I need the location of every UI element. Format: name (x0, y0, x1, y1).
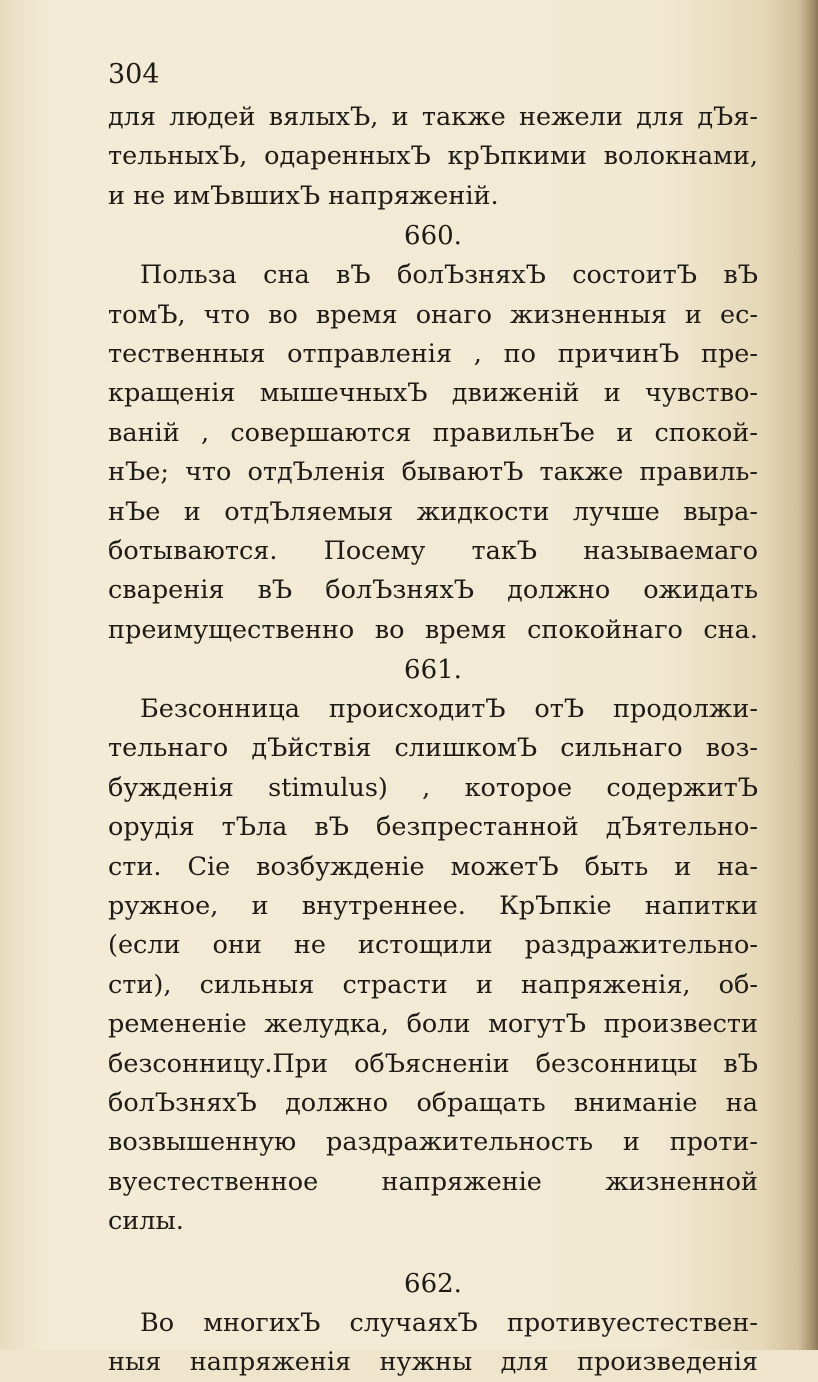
text-line: сти), сильныя страсти и напряженія, об- (108, 969, 758, 1000)
text-line: ныя напряженія нужны для произведенія (108, 1346, 758, 1377)
text-line: кращенія мышечныхЪ движеній и чувство- (108, 378, 758, 409)
text-line: вуестественное напряженіе жизненной (108, 1166, 758, 1197)
text-line: Безсонница происходитЪ отЪ продолжи- (140, 694, 758, 725)
text-line: нЪе и отдЪляемыя жидкости лучше выра- (108, 496, 758, 527)
text-line: ваній , совершаются правильнЪе и спокой- (108, 417, 758, 448)
page-number: 304 (108, 59, 160, 90)
text-line: томЪ, что во время онаго жизненныя и ес- (108, 299, 758, 330)
text-line: ремененіе желудка, боли могутЪ произвести (108, 1009, 758, 1040)
text-line: и не имЪвшихЪ напряженій. (108, 180, 499, 211)
paragraph-662 (108, 1304, 758, 1382)
text-line: тельныхЪ, одаренныхЪ крЪпкими волокнами, (108, 141, 758, 172)
text-line: возвышенную раздражительность и проти- (108, 1127, 758, 1158)
text-line: бужденія stimulus) , которое содержитЪ (108, 772, 758, 803)
paragraph-continuation (108, 98, 758, 216)
text-line: орудія тЪла вЪ безпрестанной дЪятельно- (108, 812, 758, 843)
text-line: нЪе; что отдЪленія бываютЪ также правиль- (108, 457, 758, 488)
page-edge-shadow (798, 0, 818, 1350)
section-number: 661. (404, 655, 462, 686)
text-line: сваренія вЪ болЪзняхЪ должно ожидать (108, 575, 758, 606)
spacer (108, 1242, 758, 1264)
text-line: для людей вялыхЪ, и также нежели для дЪя- (108, 102, 758, 132)
text-line: тественныя отправленія , по причинЪ пре- (108, 338, 758, 369)
text-line: ружное, и внутреннее. КрЪпкіе напитки (108, 891, 758, 922)
paragraph-660 (108, 256, 758, 650)
text-line: тельнаго дЪйствія слишкомЪ сильнаго воз- (108, 733, 758, 764)
text-line: преимущественно во время спокойнаго сна. (108, 614, 758, 645)
text-line: силы. (108, 1206, 184, 1237)
text-line: сти. Сіе возбужденіе можетЪ быть и на- (108, 851, 758, 882)
section-number: 660. (404, 221, 462, 252)
text-line: (если они не истощили раздражительно- (108, 930, 758, 961)
section-number: 662. (404, 1268, 462, 1299)
text-line: болЪзняхЪ должно обращать вниманіе на (108, 1087, 758, 1118)
text-line: ботываются. Посему такЪ называемаго (108, 535, 758, 566)
text-line: Во многихЪ случаяхЪ противуестествен- (140, 1307, 758, 1338)
text-line: безсонницу.При обЪясненіи безсонницы вЪ (108, 1048, 758, 1079)
page-text (108, 52, 758, 1382)
text-line: Польза сна вЪ болЪзняхЪ состоитЪ вЪ (140, 260, 758, 291)
paragraph-661 (108, 690, 758, 1241)
